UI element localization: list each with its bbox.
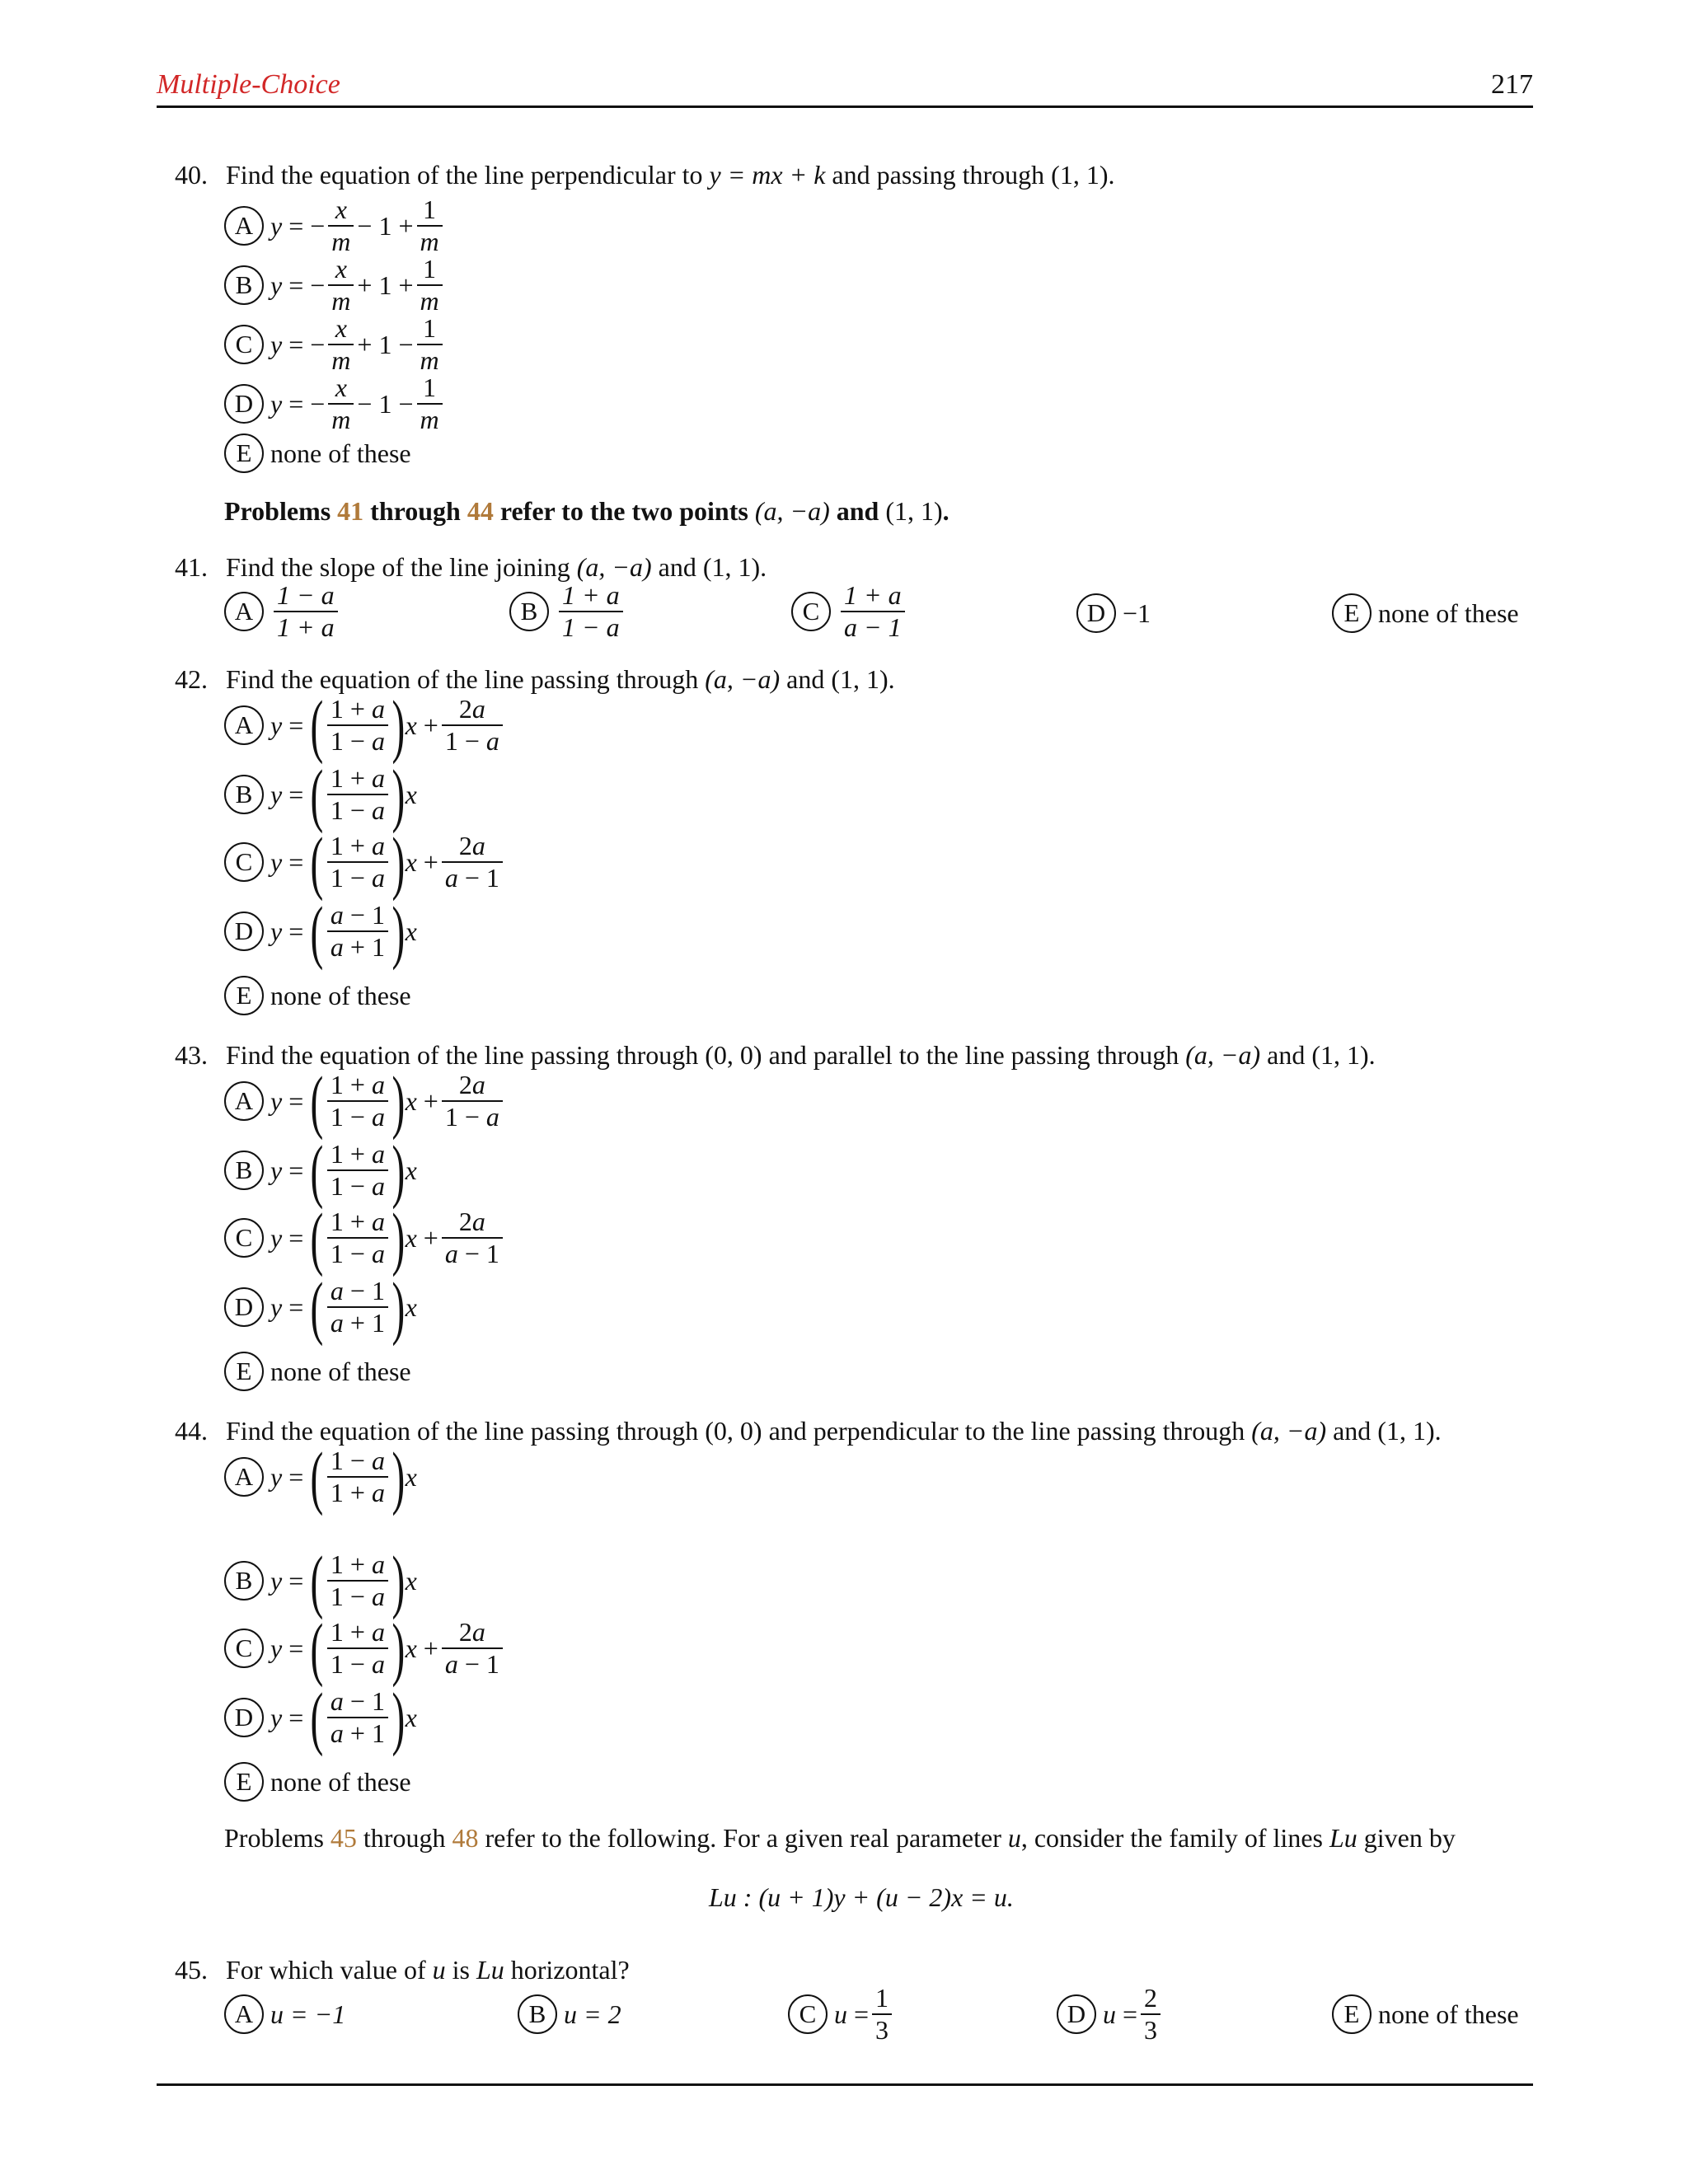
- option-expression: y = − $\frac{x}{m}$ + 1 − $\frac{1}{m}$: [270, 315, 446, 374]
- option-letter: D: [224, 384, 264, 424]
- option-text: none of these: [270, 438, 411, 468]
- display-equation: Lu : (u + 1)y + (u − 2)x = u.: [709, 1882, 1014, 1912]
- option-letter: D: [224, 1698, 264, 1737]
- option-expression: u = $\frac{2}{3}$: [1103, 1985, 1164, 2044]
- option-45-e[interactable]: [1332, 1994, 1519, 2034]
- option-expression: y = ( $\frac{1 + a}{1 - a}$ ) x + $\frac{2a}{a - 1}$: [270, 1619, 506, 1678]
- question-number: 42.: [175, 664, 208, 694]
- math-point: (1, 1).: [831, 664, 895, 694]
- option-letter: C: [224, 1218, 264, 1258]
- option-letter: E: [1332, 1994, 1372, 2034]
- math-point: (a, −a): [705, 664, 781, 694]
- math-point: (a, −a): [576, 552, 652, 582]
- option-letter: B: [224, 265, 264, 305]
- option-text: none of these: [1378, 1999, 1519, 2029]
- problem-ref-link[interactable]: 48: [452, 1823, 479, 1853]
- option-41-c[interactable]: [791, 582, 908, 641]
- option-45-d[interactable]: [1057, 1985, 1164, 2044]
- option-letter: B: [224, 1151, 264, 1190]
- option-letter: E: [224, 434, 264, 473]
- option-letter: E: [224, 976, 264, 1015]
- option-expression: y = ( $\frac{1 + a}{1 - a}$ ) x: [270, 1130, 417, 1210]
- option-40-d[interactable]: [224, 374, 446, 434]
- math-point: (1, 1).: [702, 552, 767, 582]
- option-expression: y = ( $\frac{1 + a}{1 - a}$ ) x: [270, 754, 417, 834]
- problem-ref-link[interactable]: 44: [467, 496, 494, 526]
- option-43-c[interactable]: [224, 1197, 506, 1277]
- option-43-b[interactable]: [224, 1130, 417, 1210]
- option-letter: A: [224, 1081, 264, 1121]
- page-header: [157, 69, 1533, 109]
- question-text: and: [658, 552, 696, 582]
- question-text: and passing through: [832, 160, 1045, 190]
- option-expression: y = ( $\frac{1 + a}{1 - a}$ ) x + $\frac{2a}{a - 1}$: [270, 832, 506, 892]
- option-40-e[interactable]: [224, 434, 411, 473]
- option-expression: y = − $\frac{x}{m}$ + 1 + $\frac{1}{m}$: [270, 255, 446, 315]
- option-expression: y = ( $\frac{a - 1}{a + 1}$ ) x: [270, 1677, 417, 1757]
- question-number: 43.: [175, 1040, 208, 1070]
- option-letter: C: [224, 842, 264, 882]
- question-42: [175, 664, 895, 695]
- option-letter: B: [518, 1994, 557, 2034]
- option-letter: B: [509, 592, 549, 631]
- math-symbol: u: [1007, 1823, 1021, 1853]
- option-text: none of these: [1378, 598, 1519, 628]
- option-expression: y = ( $\frac{a - 1}{a + 1}$ ) x: [270, 891, 417, 971]
- option-letter: A: [224, 705, 264, 745]
- option-44-b[interactable]: [224, 1540, 417, 1620]
- math-point: (a, −a): [754, 496, 830, 526]
- option-text: none of these: [270, 980, 411, 1010]
- option-44-c[interactable]: [224, 1608, 506, 1688]
- math-point: (1, 1).: [1377, 1416, 1442, 1446]
- problem-ref-link[interactable]: 45: [330, 1823, 357, 1853]
- math-point: (0, 0): [705, 1416, 762, 1446]
- option-letter: A: [224, 592, 264, 631]
- question-text: horizontal?: [510, 1955, 630, 1985]
- option-letter: E: [1332, 593, 1372, 633]
- option-42-c[interactable]: [224, 822, 506, 902]
- intro-text: .: [942, 496, 950, 526]
- math-point: (a, −a): [1185, 1040, 1261, 1070]
- option-expression: u = $\frac{1}{3}$: [834, 1985, 895, 2044]
- option-fraction: $\frac{1 + a}{a - 1}$: [841, 582, 905, 641]
- option-letter: E: [224, 1352, 264, 1391]
- option-expression: u = −1: [270, 1999, 346, 2029]
- question-number: 44.: [175, 1416, 208, 1446]
- question-44: [175, 1416, 1442, 1446]
- question-43: [175, 1040, 1376, 1071]
- intro-text: and: [836, 496, 879, 526]
- intro-text: Problems: [224, 496, 331, 526]
- option-42-d[interactable]: [224, 891, 417, 971]
- option-45-a[interactable]: [224, 1994, 345, 2034]
- intro-text: refer to the following. For a given real parameter: [485, 1823, 1001, 1853]
- option-letter: A: [224, 1457, 264, 1497]
- option-expression: y = − $\frac{x}{m}$ − 1 − $\frac{1}{m}$: [270, 374, 446, 434]
- question-41: [175, 552, 767, 583]
- running-title: Multiple-Choice: [157, 69, 340, 100]
- option-44-a[interactable]: [224, 1436, 417, 1516]
- math-point: (a, −a): [1251, 1416, 1327, 1446]
- option-text: none of these: [270, 1766, 411, 1797]
- option-letter: D: [1057, 1994, 1096, 2034]
- option-41-a[interactable]: [224, 582, 341, 641]
- question-number: 41.: [175, 552, 208, 582]
- option-text: −1: [1123, 598, 1151, 628]
- option-letter: D: [1076, 593, 1116, 633]
- option-40-b[interactable]: [224, 255, 446, 315]
- option-letter: C: [224, 1629, 264, 1668]
- option-letter: D: [224, 1287, 264, 1327]
- option-letter: A: [224, 206, 264, 246]
- math-symbol: Lu: [1329, 1823, 1357, 1853]
- option-expression: y = ( $\frac{1 + a}{1 - a}$ ) x + $\frac{2a}{a - 1}$: [270, 1208, 506, 1268]
- option-43-e[interactable]: [224, 1352, 411, 1391]
- option-letter: C: [224, 325, 264, 364]
- question-text: and: [786, 664, 825, 694]
- option-letter: C: [788, 1994, 828, 2034]
- option-43-a[interactable]: [224, 1061, 506, 1141]
- header-rule: [157, 105, 1533, 108]
- option-expression: y = ( $\frac{1 + a}{1 - a}$ ) x + $\frac{2a}{1 - a}$: [270, 1071, 506, 1131]
- intro-text: refer to the two points: [499, 496, 748, 526]
- option-letter: B: [224, 775, 264, 814]
- math-point: (1, 1).: [1311, 1040, 1376, 1070]
- question-number: 40.: [175, 160, 208, 190]
- option-45-c[interactable]: [788, 1985, 895, 2044]
- question-text: Find the equation of the line passing through: [226, 664, 699, 694]
- question-45: [175, 1955, 630, 1985]
- question-text: Find the equation of the line passing through: [226, 1416, 699, 1446]
- option-41-b[interactable]: [509, 582, 626, 641]
- intro-text: through: [363, 1823, 446, 1853]
- option-40-c[interactable]: [224, 315, 446, 374]
- problems-intro-45-48: [224, 1823, 1456, 1854]
- option-expression: y = ( $\frac{a - 1}{a + 1}$ ) x: [270, 1267, 417, 1347]
- math-point: (0, 0): [705, 1040, 762, 1070]
- option-expression: y = ( $\frac{1 + a}{1 - a}$ ) x: [270, 1540, 417, 1620]
- option-expression: y = − $\frac{x}{m}$ − 1 + $\frac{1}{m}$: [270, 196, 446, 255]
- question-text: and: [1333, 1416, 1372, 1446]
- question-text: For which value of: [226, 1955, 426, 1985]
- option-letter: D: [224, 912, 264, 951]
- question-text: is: [452, 1955, 470, 1985]
- math-symbol: u: [432, 1955, 446, 1985]
- problems-intro-41-44: [224, 496, 950, 527]
- option-41-e[interactable]: [1332, 593, 1519, 633]
- math-point: (1, 1).: [1051, 160, 1115, 190]
- question-text: and parallel to the line passing through: [768, 1040, 1179, 1070]
- math-equation: y = mx + k: [709, 160, 826, 190]
- option-letter: B: [224, 1561, 264, 1601]
- page-number: 217: [1491, 69, 1533, 100]
- math-point: (1, 1): [885, 496, 943, 526]
- intro-text: Problems: [224, 1823, 324, 1853]
- option-letter: A: [224, 1994, 264, 2034]
- option-expression: y = ( $\frac{1 + a}{1 - a}$ ) x + $\frac{2a}{1 - a}$: [270, 696, 506, 755]
- option-expression: y = ( $\frac{1 - a}{1 + a}$ ) x: [270, 1436, 417, 1516]
- question-text: Find the equation of the line passing through: [226, 1040, 699, 1070]
- intro-text: given by: [1363, 1823, 1456, 1853]
- question-text: and perpendicular to the line passing through: [768, 1416, 1245, 1446]
- option-40-a[interactable]: [224, 196, 446, 255]
- intro-text: , consider the family of lines: [1020, 1823, 1323, 1853]
- footer-rule: [157, 2083, 1533, 2086]
- option-43-d[interactable]: [224, 1267, 417, 1347]
- option-letter: E: [224, 1762, 264, 1802]
- option-44-d[interactable]: [224, 1677, 417, 1757]
- question-40: [175, 160, 1114, 190]
- option-fraction: $\frac{1 + a}{1 - a}$: [559, 582, 623, 641]
- option-expression: u = 2: [564, 1999, 621, 2029]
- option-45-b[interactable]: [518, 1994, 621, 2034]
- question-text: Find the equation of the line perpendicular to: [226, 160, 703, 190]
- question-text: Find the slope of the line joining: [226, 552, 570, 582]
- question-text: and: [1267, 1040, 1306, 1070]
- option-42-b[interactable]: [224, 754, 417, 834]
- option-41-d[interactable]: [1076, 593, 1151, 633]
- problem-ref-link[interactable]: 41: [337, 496, 364, 526]
- intro-text: through: [370, 496, 461, 526]
- option-44-e[interactable]: [224, 1762, 411, 1802]
- option-42-e[interactable]: [224, 976, 411, 1015]
- option-text: none of these: [270, 1356, 411, 1386]
- question-number: 45.: [175, 1955, 208, 1985]
- option-42-a[interactable]: [224, 685, 506, 765]
- math-symbol: Lu: [476, 1955, 504, 1985]
- option-letter: C: [791, 592, 831, 631]
- option-fraction: $\frac{1 - a}{1 + a}$: [274, 582, 338, 641]
